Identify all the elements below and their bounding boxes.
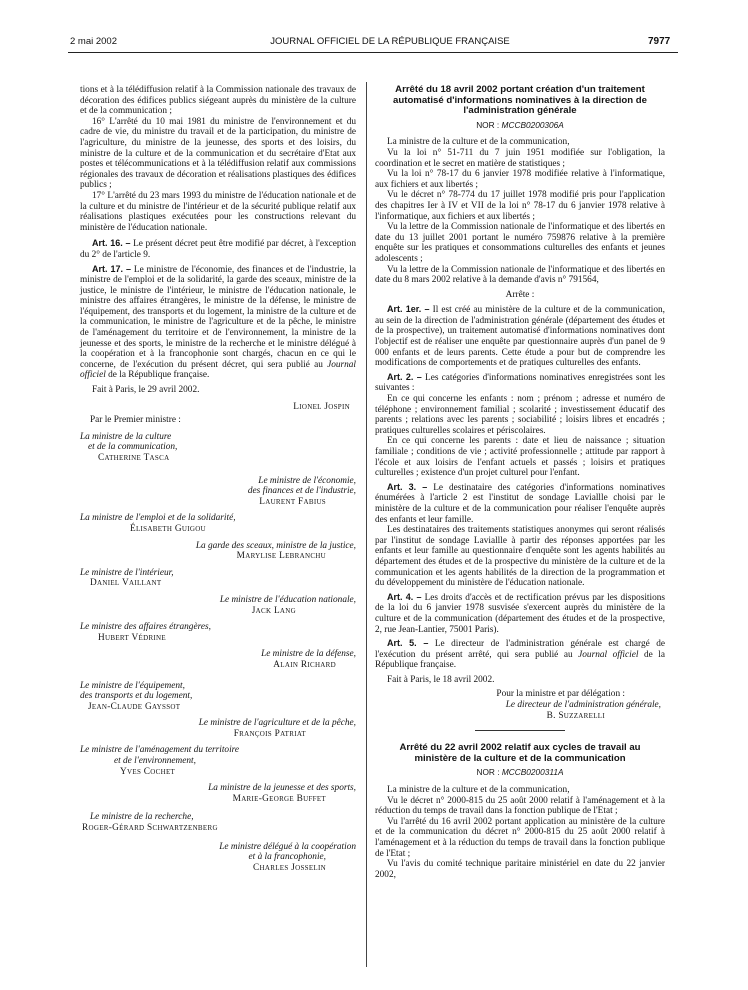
done-at: Fait à Paris, le 18 avril 2002. [387, 674, 495, 685]
signature-title: Le ministre de l'intérieur, [80, 567, 174, 578]
paragraph: tions et à la télédiffusion relatif à la Commission nationale des travaux de décoration des édifices publics siégeant auprès du ministère de la culture et de la communication ; [80, 85, 356, 117]
signature-name: Laurent Fabius [259, 496, 326, 507]
signature-name: Jack Lang [251, 605, 296, 616]
nor-code: MCCB0200306A [501, 119, 564, 130]
article-text: Le destinataire des catégories d'informations nominatives énumérées à l'article 2 est l'institut de sondage Laviallle choisi par le ministère de la culture et de la communication pour réaliser l'enquête auprès des enfants et leur famille. [375, 482, 666, 525]
signature-title: La ministre de la jeunesse et des sports, [208, 783, 356, 794]
signature-title: et à la francophonie, [248, 852, 326, 863]
signature-title: Le ministre de l'aménagement du territoire [80, 745, 240, 756]
paragraph: 16° L'arrêté du 10 mai 1981 du ministre de l'environnement et du cadre de vie, du ministre du travail et de la participation, du ministre de l'agriculture, du ministre de la jeunesse, des sports et des loisirs, du ministre de la culture et de la communication et du secrétaire d'Etat aux postes et télécommunications et à la télédiffusion relatif aux commissions régionales des travaux de décoration et réalisations plastiques des édifices publics ; [80, 116, 356, 191]
article-1 [375, 304, 665, 369]
signature-name: Hubert Védrine [98, 632, 166, 643]
done-at: Fait à Paris, le 29 avril 2002. [92, 385, 200, 396]
paragraph: Vu l'arrêté du 16 avril 2002 portant application au ministère de la culture et de la communication du décret n° 2000-815 du 25 août 2000 relatif à l'aménagement et à la réduction du temps de travail dans la fonction publique de l'Etat ; [375, 816, 665, 859]
paragraph: Vu le décret n° 2000-815 du 25 août 2000 relatif à l'aménagement et à la réduction du temps de travail dans la fonction publique de l'Etat ; [375, 795, 665, 817]
nor-label: NOR : [476, 767, 502, 778]
article-17 [80, 264, 356, 382]
paragraph: Vu l'avis du comité technique paritaire ministériel en date du 22 janvier 2002, [375, 859, 665, 880]
article-label: Art. 3. – [387, 481, 428, 492]
header-rule [68, 52, 678, 53]
signature-name: François Patriat [233, 728, 306, 739]
signature-title: Le directeur de l'administration générale, [505, 700, 661, 711]
article-text: Les catégories d'informations nominatives enregistrées sont les suivantes : [375, 372, 665, 394]
signature-intro: Par le Premier ministre : [90, 415, 181, 426]
column-divider [366, 82, 367, 967]
signature-title: Le ministre de l'équipement, [80, 680, 185, 691]
article-label: Art. 16. – [92, 238, 131, 249]
article-label: Art. 2. – [387, 371, 422, 382]
paragraph: La ministre de la culture et de la communication, [387, 785, 570, 796]
signature-intro: Pour la ministre et par délégation : [496, 689, 625, 700]
article-text: Il est créé au ministère de la culture et de la communication, au sein de la direction de l'administration générale (département des études et de la prospective), un traitement automatisé d'informations nominatives dont l'objectif est de réaliser une enquête par questionnaire auprès d'un panel de 9 000 enfants et de leurs parents. Cette étude a pour but de comprendre les modifications de comportements et de pratiques culturelles des enfants. [375, 305, 666, 369]
signature-name: Catherine Tasca [98, 453, 170, 463]
signature-name: Roger-Gérard Schwartzenberg [82, 823, 218, 834]
journal-title: JOURNAL OFFICIEL DE LA RÉPUBLIQUE FRANÇAISE [270, 36, 510, 47]
signature-title: et de la communication, [88, 442, 178, 453]
signature-name: Marie-George Buffet [232, 793, 326, 804]
paragraph: La ministre de la culture et de la communication, [387, 137, 570, 148]
article-label: Art. 1er. – [387, 304, 430, 315]
paragraph: Les destinataires des traitements statistiques anonymes qui seront réalisés par l'institut de sondage Laviallle à partir des réponses apportées par les enfants et leur famille au questionnaire d'enquête sont les agents habilités au département des études et de la prospective du ministère de la culture et de la communication et les agents habilités de la direction de la programmation et du développement du ministère de l'éducation nationale. [375, 525, 665, 589]
signature-title: Le ministre de l'économie, [258, 475, 356, 486]
signature-name: Lionel Jospin [293, 401, 350, 412]
signature-title: Le ministre des affaires étrangères, [80, 622, 211, 633]
nor-code: MCCB0200311A [501, 767, 564, 778]
signature-name: Élisabeth Guigou [130, 523, 206, 534]
signature-title: Le ministre de la défense, [261, 649, 356, 660]
signature-title: Le ministre délégué à la coopération [219, 841, 356, 852]
page-number: 7977 [648, 36, 671, 47]
section-separator [475, 730, 565, 731]
article-label: Art. 5. – [387, 638, 429, 649]
article-16 [80, 238, 356, 260]
paragraph: Vu le décret n° 78-774 du 17 juillet 1978 modifié pris pour l'application des chapitres Ier à IV et VII de la loi n° 78-17 du 6 janvier 1978 relative à l'informatique, aux fichiers et aux libertés ; [375, 190, 665, 222]
paragraph: Vu la loi n° 78-17 du 6 janvier 1978 modifiée relative à l'informatique, aux fichiers et aux libertés ; [375, 169, 665, 190]
nor-reference [375, 767, 665, 778]
paragraph: 17° L'arrêté du 23 mars 1993 du ministre de l'éducation nationale et de la culture et du ministre de l'intérieur et de la sécurité publique relatif aux réalisations plastiques exécutées pour les constructions relevant du ministère de l'éducation nationale. [80, 190, 356, 233]
article-2 [375, 372, 665, 394]
signature-name: Marylise Lebranchu [236, 551, 326, 562]
paragraph: En ce qui concerne les enfants : nom ; prénom ; adresse et numéro de téléphone ; environnement familial ; scolarité ; investissement éducatif des parents ; relations avec les parents ; sociabilité ; loisirs libres et encadrés ; pratiques culturelles scolaires et périscolaires. [375, 394, 665, 436]
article-text: Le présent décret peut être modifié par décret, à l'exception du 2° de l'article 9. [80, 239, 356, 260]
article-text: Les droits d'accès et de rectification prévus par les dispositions de la loi du 6 janvier 1978 susvisée s'exercent auprès du ministère de la culture et de la communication (département des études et de la prospective, 2, rue Jean-Lantier, 75001 Paris). [375, 592, 665, 635]
article-3 [375, 482, 665, 525]
signature-name: Yves Cochet [120, 766, 176, 777]
signature-title: Le ministre de la recherche, [90, 812, 194, 823]
article-4 [375, 592, 665, 635]
article-5 [375, 638, 665, 671]
signature-title: La ministre de la culture [80, 431, 172, 442]
paragraph: Vu la loi n° 51-711 du 7 juin 1951 modifiée sur l'obligation, la coordination et le secret en matière de statistiques ; [375, 147, 665, 169]
left-column [80, 85, 356, 873]
paragraph: Vu la lettre de la Commission nationale de l'informatique et des libertés en date du 13 juillet 2001 portant le numéro 759876 relative à la première enquête sur les pratiques et consommations culturelles des enfants et jeunes adolescents ; [375, 222, 665, 264]
nor-reference [375, 120, 665, 131]
article-text-end: de la République française. [105, 370, 210, 381]
signature-title: La garde des sceaux, ministre de la justice, [195, 540, 356, 551]
signature-title: Le ministre de l'agriculture et de la pêche, [198, 718, 356, 729]
article-label: Art. 4. – [387, 591, 422, 602]
decree-title: Arrêté du 18 avril 2002 portant création d'un traitement automatisé d'informations nominatives à la direction de l'administration générale [393, 84, 647, 117]
right-column [375, 85, 665, 880]
signature-name: Daniel Vaillant [90, 578, 162, 589]
article-text-end: de la République française. [375, 649, 665, 671]
signature-title: Le ministre de l'éducation nationale, [219, 594, 356, 605]
decree-title: Arrêté du 22 avril 2002 relatif aux cycles de travail au ministère de la culture et de la communication [399, 742, 641, 764]
header-date: 2 mai 2002 [70, 36, 118, 47]
signature-title: des finances et de l'industrie, [247, 486, 356, 497]
paragraph: Vu la lettre de la Commission nationale de l'informatique et des libertés en date du 8 mars 2002 relative à la demande d'avis n° 791564, [375, 264, 665, 286]
article-text: Le directeur de l'administration générale est chargé de l'exécution du présent arrêté, qui sera publié au [375, 639, 665, 660]
journal-reference: Journal officiel [80, 359, 356, 381]
nor-label: NOR : [476, 119, 502, 130]
signature-title: et de l'environnement, [114, 756, 196, 767]
signature-name: B. Suzzarelli [546, 710, 605, 721]
journal-reference: Journal officiel [578, 649, 639, 660]
signature-title: des transports et du logement, [80, 691, 193, 702]
signature-name: Charles Josselin [253, 862, 326, 873]
signature-title: La ministre de l'emploi et de la solidarité, [80, 513, 236, 524]
signature-name: Alain Richard [273, 659, 336, 670]
arrete-heading: Arrête : [505, 289, 535, 300]
signature-name: Jean-Claude Gayssot [88, 701, 181, 712]
article-text: Le ministre de l'économie, des finances et de l'industrie, la ministre de l'emploi et de la solidarité, la garde des sceaux, ministre de la justice, le ministre de l'intérieur, le ministre de l'éducation nationale, le ministre des affaires étrangères, le ministre de la défense, le ministre de l'équipement, des transports et du logement, la ministre de la culture et de la communication, le ministre de l'agriculture et de la pêche, le ministre de l'aménagement du territoire et de l'environnement, la ministre de la jeunesse et des sports, le ministre de la recherche et le ministre délégué à la coopération et à la francophonie sont chargés, chacun en ce qui le concerne, de l'exécution du présent décret, qui sera publié au [80, 264, 356, 370]
paragraph: En ce qui concerne les parents : date et lieu de naissance ; situation familiale ; conditions de vie ; activité professionnelle ; attitude par rapport à l'école et aux loisirs de l'enfant actuels et passés ; loisirs et pratiques culturelles ; existence d'un projet culturel pour l'enfant. [375, 436, 665, 479]
article-label: Art. 17. – [92, 263, 132, 274]
